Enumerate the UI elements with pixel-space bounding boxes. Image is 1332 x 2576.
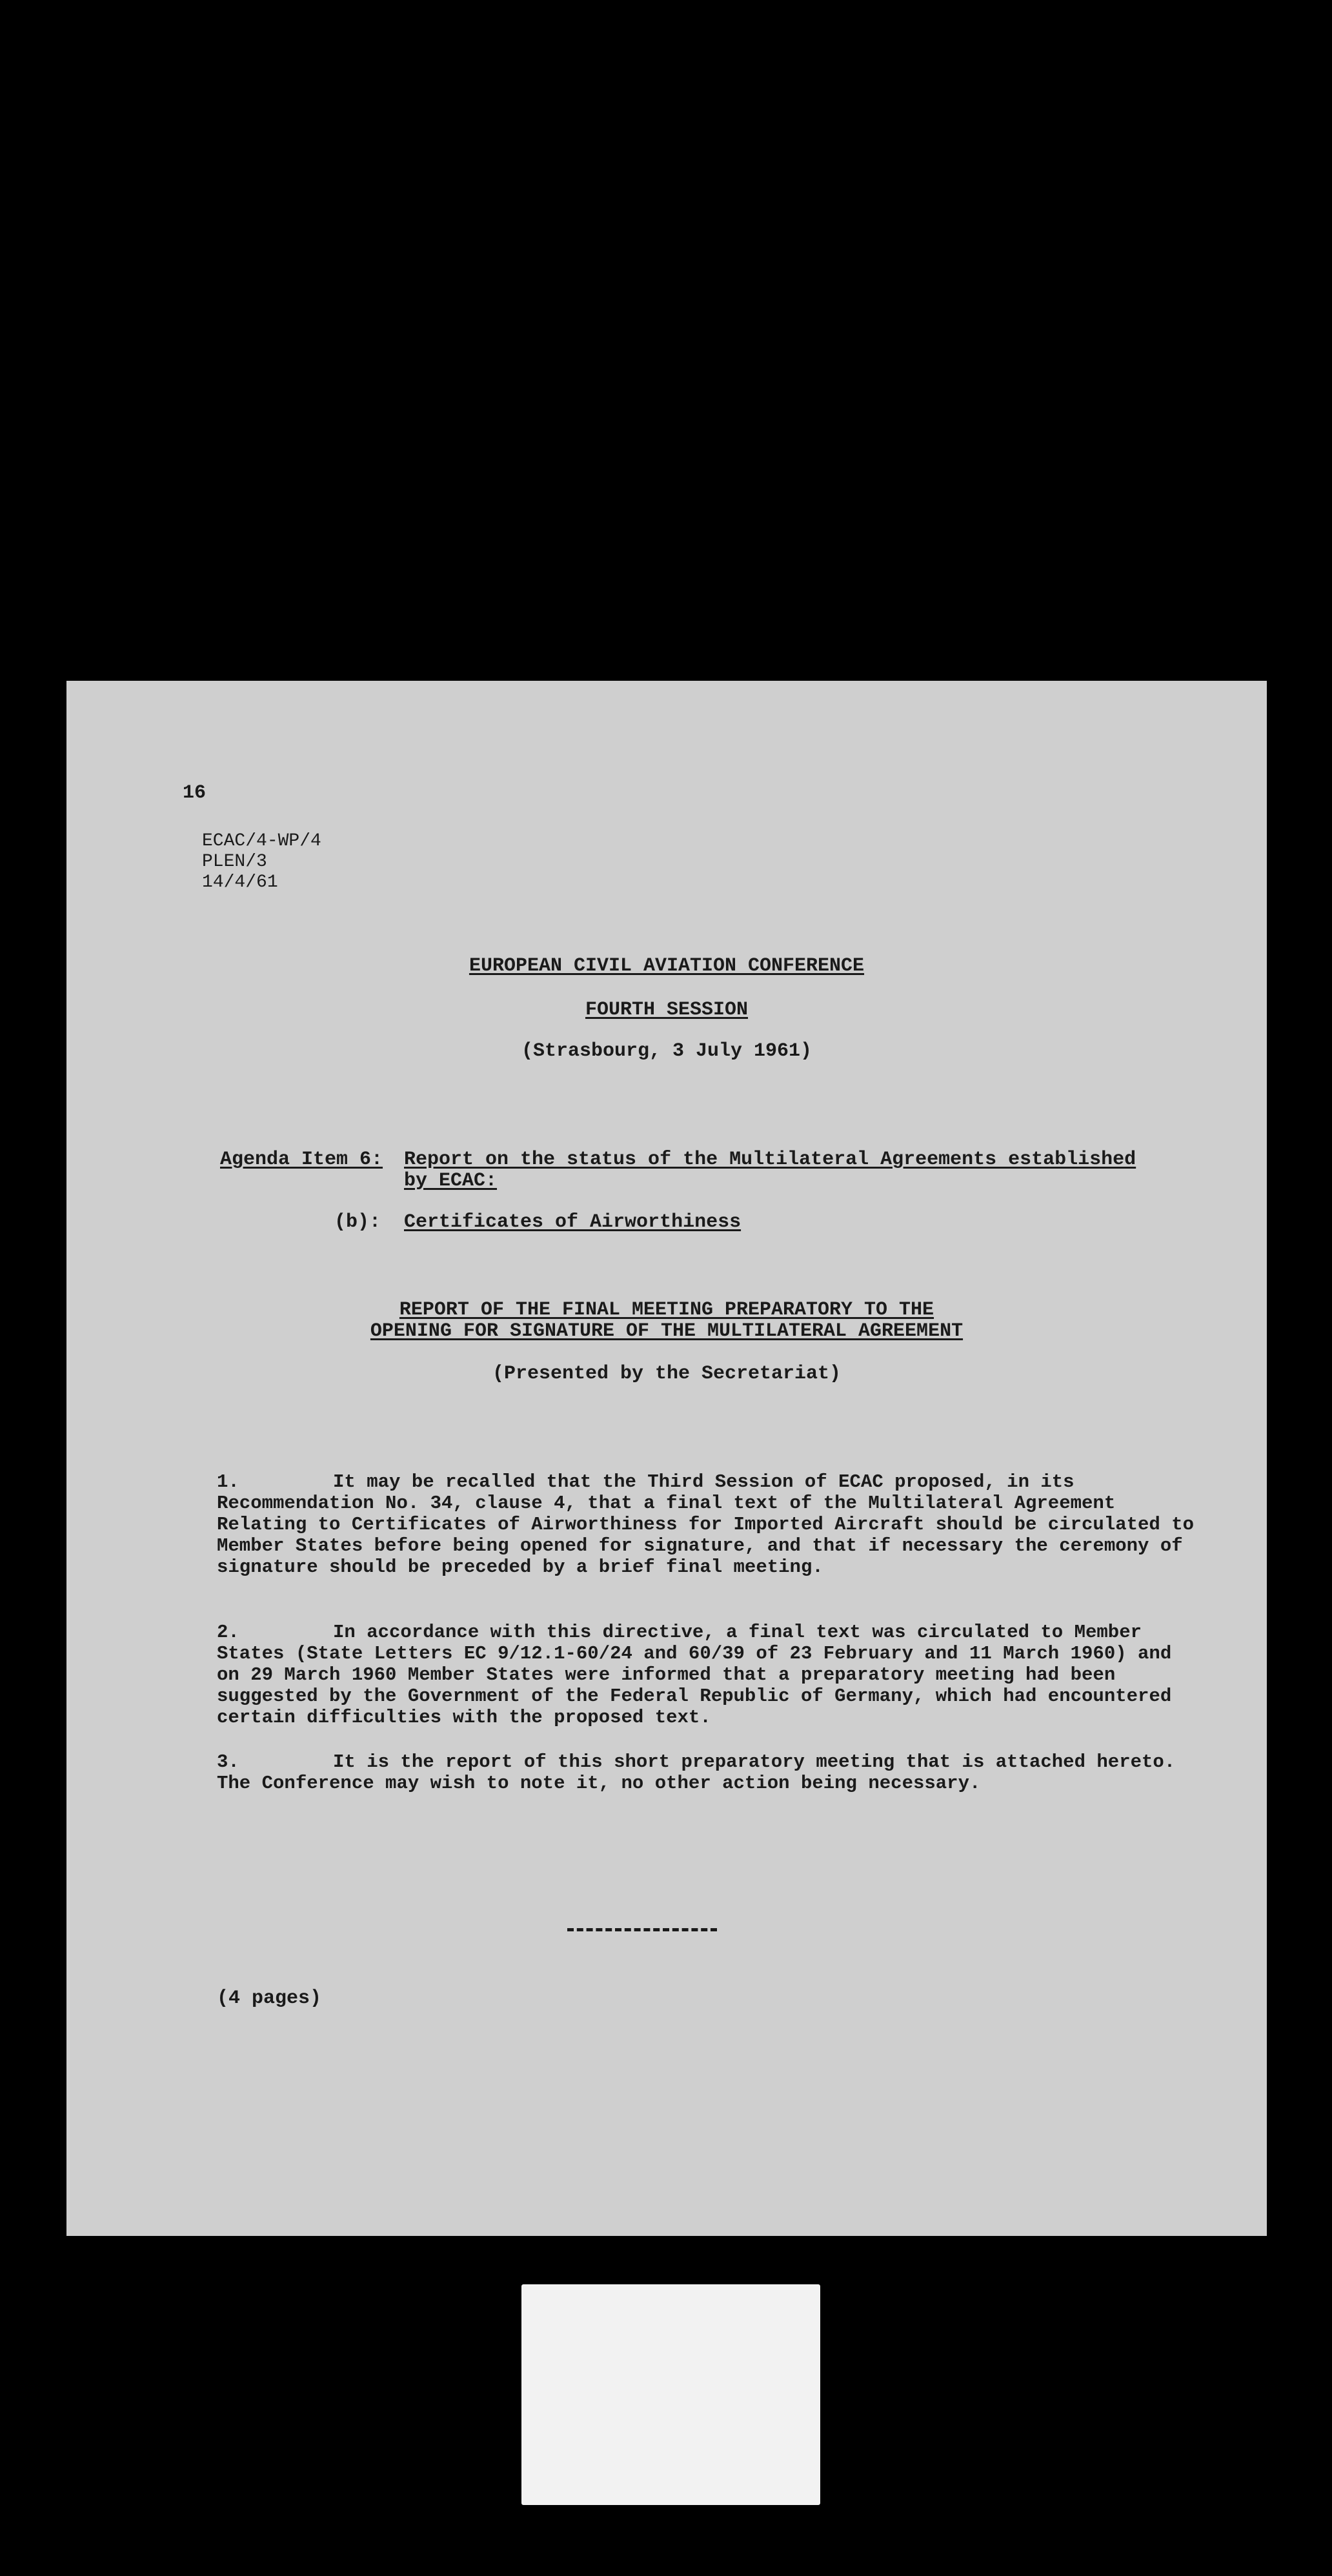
report-title-line2: OPENING FOR SIGNATURE OF THE MULTILATERAL AGREEMENT <box>370 1320 964 1342</box>
paragraph-number: 1. <box>217 1471 239 1493</box>
blank-target-card <box>521 2284 820 2505</box>
paragraph-text: In accordance with this directive, a final text was circulated to Member States (State Letters EC 9/12.1-60/24 and 60/39 of 23 February and 11 March 1960) and on 29 March 1960 Member States were informed that a preparatory meeting had been suggested by the Government of the Federal Republic of Germany, which had encountered certain difficulties with the proposed text. <box>217 1622 1172 1728</box>
agenda-sub-label: (b): <box>334 1211 381 1233</box>
section-separator <box>567 1928 717 1931</box>
place-date: (Strasbourg, 3 July 1961) <box>521 1040 812 1062</box>
reference-date: 14/4/61 <box>202 872 278 892</box>
presented-by: (Presented by the Secretariat) <box>492 1363 842 1385</box>
paragraph-3 <box>217 1751 1198 1794</box>
agenda-item-text-line2: by ECAC: <box>404 1170 498 1192</box>
agenda-item-label: Agenda Item 6: <box>220 1149 383 1171</box>
document-page <box>66 681 1267 2236</box>
page-number: 16 <box>183 782 207 804</box>
paragraph-text: It is the report of this short preparatory meeting that is attached hereto. The Conference may wish to note it, no other action being necessary. <box>217 1751 1176 1794</box>
agenda-sub-text: Certificates of Airworthiness <box>404 1211 742 1233</box>
page-count: (4 pages) <box>217 1987 322 2009</box>
paragraph-number: 3. <box>217 1751 239 1773</box>
paragraph-2 <box>217 1622 1198 1728</box>
reference-doc: ECAC/4-WP/4 <box>202 831 321 851</box>
paragraph-1 <box>217 1471 1198 1578</box>
paragraph-text: It may be recalled that the Third Session of ECAC proposed, in its Recommendation No. 34, clause 4, that a final text of the Multilateral Agreement Relating to Certificates of Airworthiness for Imported Aircraft should be circulated to Member States before being opened for signature, and that if necessary the ceremony of signature should be preceded by a brief final meeting. <box>217 1471 1195 1578</box>
agenda-item-text-line1: Report on the status of the Multilateral Agreements established <box>404 1149 1136 1171</box>
report-title-line1: REPORT OF THE FINAL MEETING PREPARATORY TO THE <box>399 1299 934 1321</box>
conference-title: EUROPEAN CIVIL AVIATION CONFERENCE <box>469 955 865 977</box>
paragraph-number: 2. <box>217 1622 239 1643</box>
session-title: FOURTH SESSION <box>585 999 749 1021</box>
reference-plen: PLEN/3 <box>202 852 267 872</box>
